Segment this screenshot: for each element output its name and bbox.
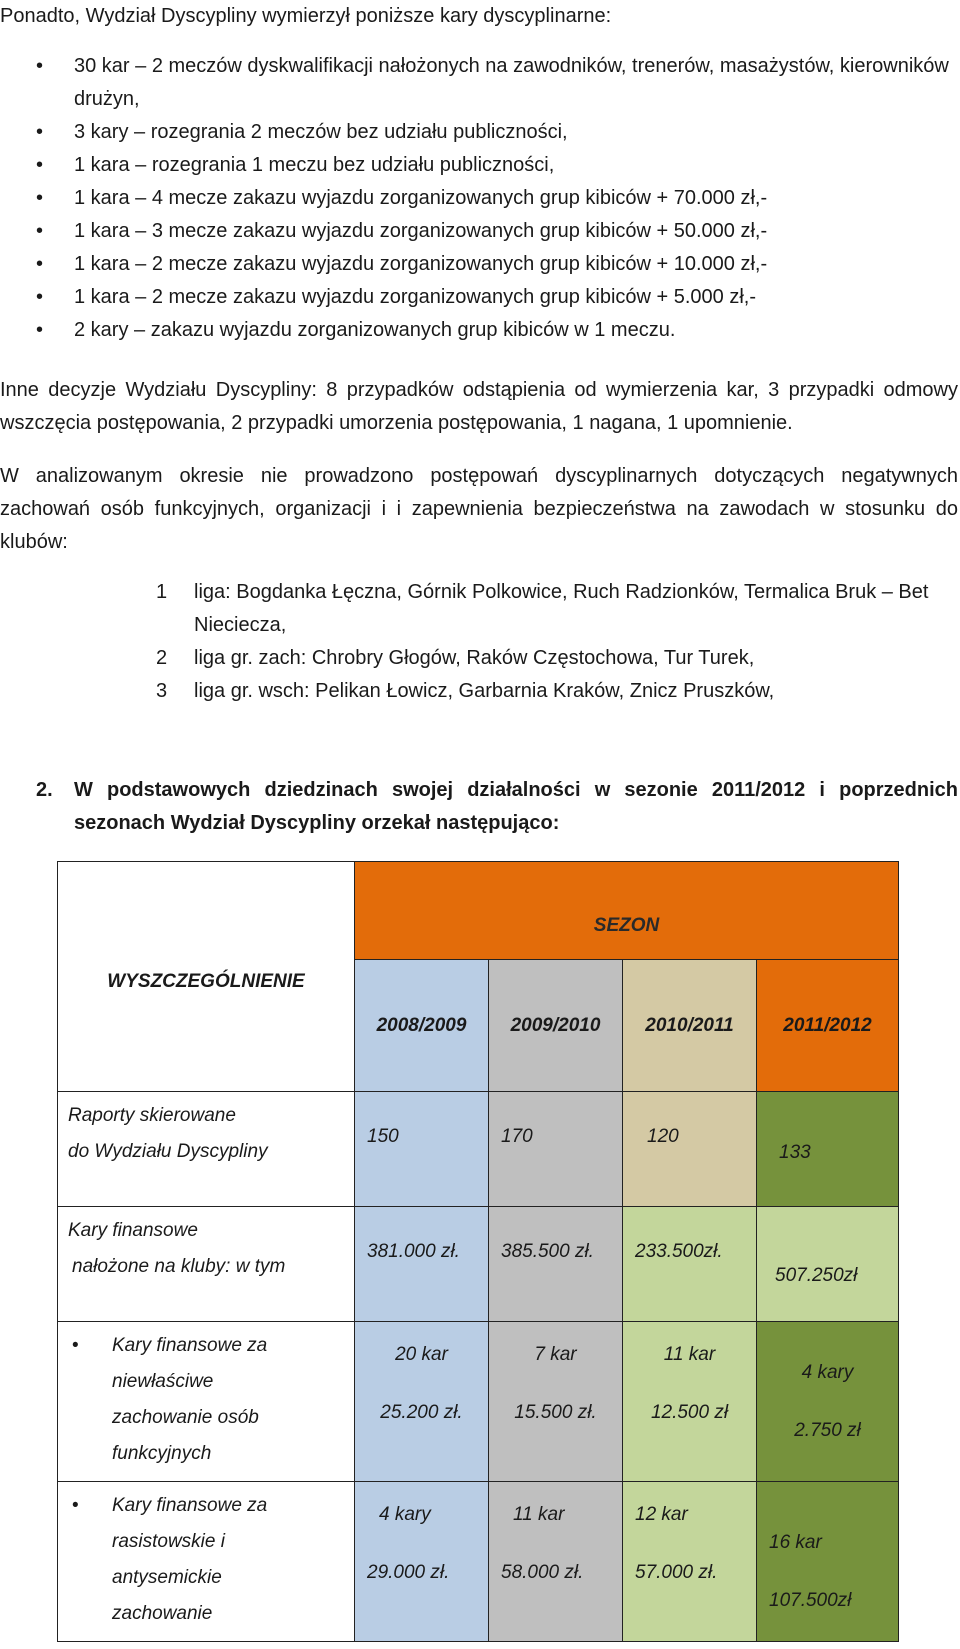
count-value: 11 kar bbox=[513, 1504, 565, 1525]
no-proceedings-text: W analizowanym okresie nie prowadzono postępowań dyscyplinarnych dotyczących negatywnych zachowań osób funkcyjnych, organizacji i i zapewnienia bezpieczeństwa na zawodach w stosunku do klubów: bbox=[0, 465, 958, 553]
row-label bbox=[58, 1207, 355, 1322]
season-header-cell bbox=[355, 862, 899, 960]
count-value: 4 kary bbox=[801, 1361, 854, 1383]
value-cell: 150 bbox=[355, 1092, 489, 1207]
row-label-line: nałożone na kluby: w tym bbox=[72, 1256, 286, 1277]
value-cell: 385.500 zł. bbox=[489, 1207, 623, 1322]
row-label-line: antysemickie bbox=[112, 1567, 222, 1588]
season-cell: 2011/2012 bbox=[757, 960, 899, 1092]
league-number: 1 bbox=[156, 581, 168, 603]
value-cell: 133 bbox=[757, 1092, 899, 1207]
count-value: 16 kar bbox=[769, 1531, 822, 1553]
bullet-icon: • bbox=[72, 1335, 79, 1356]
season-cell: 2009/2010 bbox=[489, 960, 623, 1092]
count-value: 20 kar bbox=[395, 1344, 448, 1365]
value-cell bbox=[757, 1322, 899, 1482]
row-label-line: funkcyjnych bbox=[112, 1443, 212, 1464]
section-title: W podstawowych dziedzinach swojej działalności w sezonie 2011/2012 i poprzednich sezonach Wydział Dyscypliny orzekał następująco: bbox=[74, 779, 958, 834]
amount-value: 107.500zł bbox=[769, 1589, 852, 1611]
league-clubs: liga gr. wsch: Pelikan Łowicz, Garbarnia Kraków, Znicz Pruszków, bbox=[194, 680, 775, 702]
list-item: • 1 kara – 2 mecze zakazu wyjazdu zorganizowanych grup kibiców + 10.000 zł,- bbox=[36, 248, 956, 281]
section-number: 2. bbox=[36, 779, 53, 801]
count-value: 7 kar bbox=[534, 1344, 577, 1365]
list-item: • 30 kar – 2 meczów dyskwalifikacji nałożonych na zawodników, trenerów, masażystów, kierowników drużyn, bbox=[36, 50, 956, 116]
row-label-line: niewłaściwe bbox=[112, 1371, 214, 1392]
season-cell: 2010/2011 bbox=[623, 960, 757, 1092]
amount-value: 15.500 zł. bbox=[514, 1402, 597, 1423]
league-number: 2 bbox=[156, 647, 168, 669]
value-cell: 233.500zł. bbox=[623, 1207, 757, 1322]
value-cell bbox=[623, 1482, 757, 1642]
amount-value: 58.000 zł. bbox=[501, 1562, 584, 1583]
amount-value: 2.750 zł bbox=[794, 1419, 861, 1441]
row-label bbox=[58, 1482, 355, 1642]
value-cell: 170 bbox=[489, 1092, 623, 1207]
value-cell bbox=[489, 1322, 623, 1482]
row-label bbox=[58, 1092, 355, 1207]
header-label-cell bbox=[58, 862, 355, 1092]
league-row bbox=[156, 576, 956, 642]
amount-value: 25.200 zł. bbox=[380, 1402, 463, 1423]
list-item: • 1 kara – 2 mecze zakazu wyjazdu zorganizowanych grup kibiców + 5.000 zł,- bbox=[36, 281, 956, 314]
league-list bbox=[156, 576, 956, 708]
league-number: 3 bbox=[156, 680, 168, 702]
league-row bbox=[156, 675, 956, 708]
section-2-heading bbox=[36, 774, 958, 840]
row-label-line: Kary finansowe bbox=[68, 1220, 198, 1241]
penalty-list bbox=[36, 50, 956, 347]
count-value: 4 kary bbox=[379, 1504, 431, 1525]
league-clubs: liga: Bogdanka Łęczna, Górnik Polkowice, Ruch Radzionków, Termalica Bruk – Bet Nieciecza, bbox=[194, 581, 929, 636]
value-cell: 381.000 zł. bbox=[355, 1207, 489, 1322]
row-label-line: Kary finansowe za bbox=[112, 1335, 268, 1356]
header-label: WYSZCZEGÓLNIENIE bbox=[107, 970, 305, 992]
row-label bbox=[58, 1322, 355, 1482]
list-item: • 2 kary – zakazu wyjazdu zorganizowanych grup kibiców w 1 meczu. bbox=[36, 314, 956, 347]
row-label-line: zachowanie osób bbox=[112, 1407, 259, 1428]
amount-value: 29.000 zł. bbox=[367, 1562, 450, 1583]
statistics-table bbox=[57, 861, 899, 1642]
value-cell bbox=[757, 1482, 899, 1642]
value-cell bbox=[355, 1322, 489, 1482]
row-label-line: zachowanie bbox=[112, 1603, 213, 1624]
list-item: • 1 kara – 3 mecze zakazu wyjazdu zorganizowanych grup kibiców + 50.000 zł,- bbox=[36, 215, 956, 248]
row-label-line: Raporty skierowane bbox=[68, 1105, 236, 1126]
other-decisions-text: Inne decyzje Wydziału Dyscypliny: 8 przypadków odstąpienia od wymierzenia kar, 3 przypadki odmowy wszczęcia postępowania, 2 przypadki umorzenia postępowania, 1 nagana, 1 upomnienie. bbox=[0, 379, 958, 434]
amount-value: 12.500 zł bbox=[650, 1402, 729, 1423]
value-cell: 507.250zł bbox=[757, 1207, 899, 1322]
amount-value: 57.000 zł. bbox=[635, 1562, 718, 1583]
intro-text: Ponadto, Wydział Dyscypliny wymierzył poniższe kary dyscyplinarne: bbox=[0, 5, 612, 27]
value-cell: 120 bbox=[623, 1092, 757, 1207]
row-label-line: Kary finansowe za bbox=[112, 1495, 268, 1516]
count-value: 11 kar bbox=[663, 1344, 716, 1365]
season-label: SEZON bbox=[593, 915, 660, 936]
league-clubs: liga gr. zach: Chrobry Głogów, Raków Częstochowa, Tur Turek, bbox=[194, 647, 755, 669]
league-row bbox=[156, 642, 956, 675]
value-cell bbox=[489, 1482, 623, 1642]
row-label-line: rasistowskie i bbox=[112, 1531, 225, 1552]
row-label-line: do Wydziału Dyscypliny bbox=[68, 1141, 268, 1162]
list-item: • 1 kara – 4 mecze zakazu wyjazdu zorganizowanych grup kibiców + 70.000 zł,- bbox=[36, 182, 956, 215]
bullet-icon: • bbox=[72, 1495, 79, 1516]
count-value: 12 kar bbox=[635, 1504, 688, 1525]
list-item: • 3 kary – rozegrania 2 meczów bez udziału publiczności, bbox=[36, 116, 956, 149]
list-item: • 1 kara – rozegrania 1 meczu bez udziału publiczności, bbox=[36, 149, 956, 182]
season-cell: 2008/2009 bbox=[355, 960, 489, 1092]
value-cell bbox=[623, 1322, 757, 1482]
value-cell bbox=[355, 1482, 489, 1642]
